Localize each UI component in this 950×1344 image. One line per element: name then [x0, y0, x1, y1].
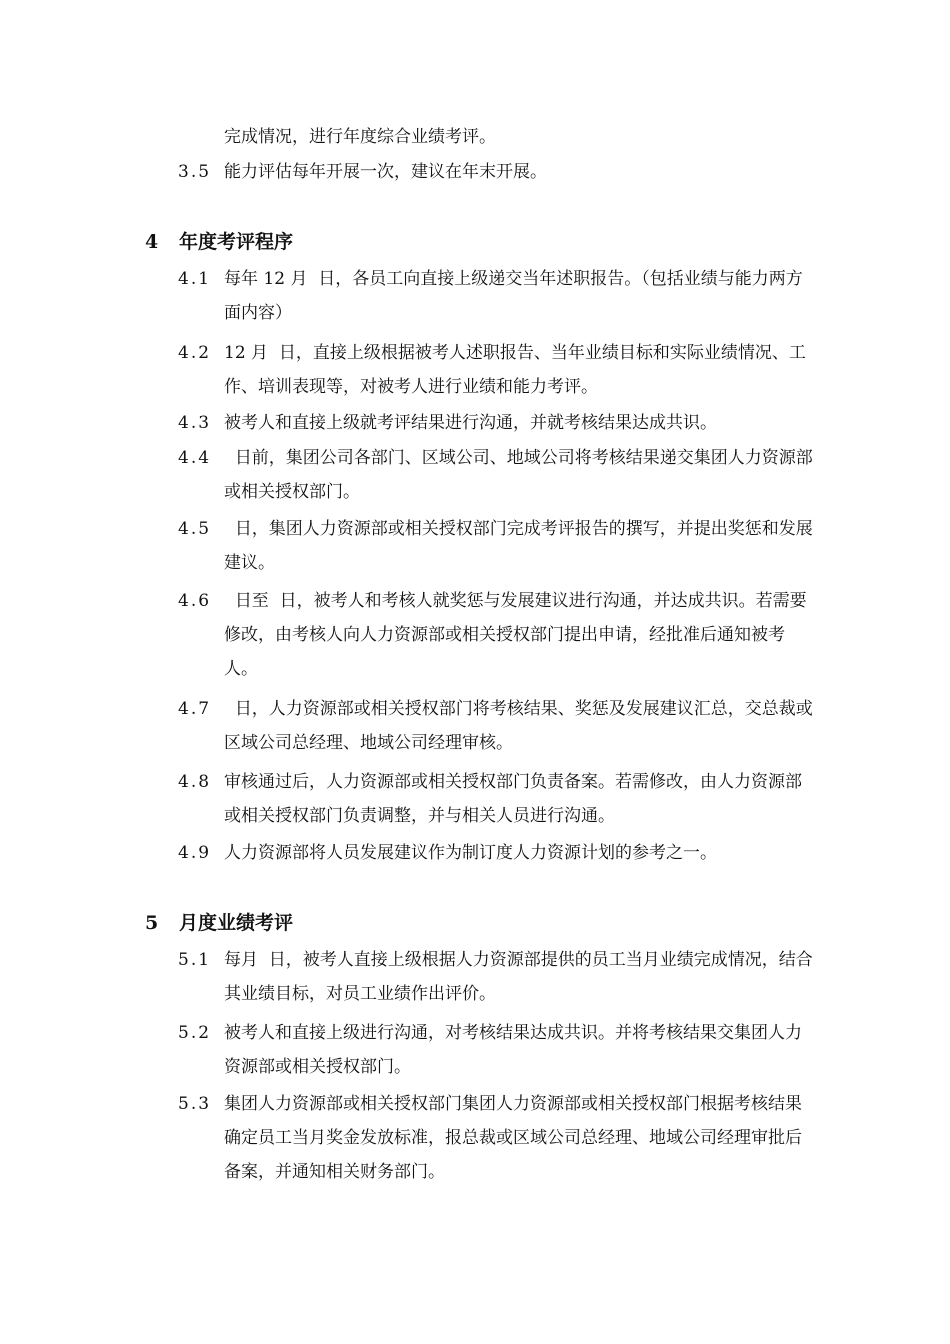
clause-4-5	[178, 512, 818, 580]
clause-5-1	[178, 943, 818, 1011]
clause-number: 4.9	[178, 843, 212, 863]
clause-text: 集团人力资源部或相关授权部门集团人力资源部或相关授权部门根据考核结果确定员工当月奖金发放标准，报总裁或区域公司总经理、地域公司经理审批后备案，并通知相关财务部门。	[224, 1094, 802, 1182]
clause-number: 5.3	[178, 1094, 212, 1114]
clause-number: 4.2	[178, 343, 212, 363]
clause-number: 5.1	[178, 950, 212, 970]
clause-text: 能力评估每年开展一次，建议在年末开展。	[224, 162, 547, 182]
clause-number: 4.1	[178, 269, 212, 289]
clause-text: 日，人力资源部或相关授权部门将考核结果、奖惩及发展建议汇总，交总裁或区域公司总经理、地域公司经理审核。	[224, 699, 813, 753]
clause-4-9	[178, 836, 818, 870]
section-5-heading	[145, 908, 293, 938]
clause-text: 日，集团人力资源部或相关授权部门完成考评报告的撰写，并提出奖惩和发展建议。	[224, 519, 813, 573]
clause-text: 日至 日，被考人和考核人就奖惩与发展建议进行沟通，并达成共识。若需要修改，由考核人向人力资源部或相关授权部门提出申请，经批准后通知被考人。	[224, 591, 807, 679]
clause-5-2	[178, 1016, 818, 1084]
clause-3-5	[178, 155, 818, 189]
clause-number: 4.5	[178, 519, 212, 539]
section-4-heading	[145, 227, 293, 257]
clause-text: 每月 日，被考人直接上级根据人力资源部提供的员工当月业绩完成情况，结合其业绩目标，对员工业绩作出评价。	[224, 950, 813, 1004]
clause-4-4	[178, 441, 818, 509]
clause-text: 日前，集团公司各部门、区域公司、地域公司将考核结果递交集团人力资源部或相关授权部门。	[224, 448, 813, 502]
clause-number: 4.7	[178, 699, 212, 719]
clause-number: 4.6	[178, 591, 212, 611]
section-title: 月度业绩考评	[179, 912, 294, 934]
section-number: 5	[145, 912, 159, 934]
clause-4-8	[178, 765, 818, 833]
clause-number: 5.2	[178, 1023, 212, 1043]
clause-text: 审核通过后，人力资源部或相关授权部门负责备案。若需修改，由人力资源部或相关授权部门负责调整，并与相关人员进行沟通。	[224, 772, 802, 826]
clause-text: 被考人和直接上级就考评结果进行沟通，并就考核结果达成共识。	[224, 413, 717, 433]
clause-number: 4.8	[178, 772, 212, 792]
section-title: 年度考评程序	[179, 231, 294, 253]
clause-number: 4.4	[178, 448, 212, 468]
clause-4-7	[178, 692, 818, 760]
clause-4-3	[178, 406, 818, 440]
clause-text: 12 月 日，直接上级根据被考人述职报告、当年业绩目标和实际业绩情况、工作、培训表现等，对被考人进行业绩和能力考评。	[224, 343, 806, 397]
clause-4-1	[178, 262, 818, 330]
clause-text: 每年 12 月 日，各员工向直接上级递交当年述职报告。（包括业绩与能力两方面内容）	[224, 269, 803, 323]
clause-number: 4.3	[178, 413, 212, 433]
carry-over-line: 完成情况，进行年度综合业绩考评。	[224, 127, 496, 147]
section-number: 4	[145, 231, 159, 253]
clause-text: 人力资源部将人员发展建议作为制订度人力资源计划的参考之一。	[224, 843, 717, 863]
clause-number: 3.5	[178, 162, 212, 182]
clause-5-3	[178, 1087, 818, 1189]
clause-4-6	[178, 584, 818, 686]
clause-text: 被考人和直接上级进行沟通，对考核结果达成共识。并将考核结果交集团人力资源部或相关授权部门。	[224, 1023, 802, 1077]
clause-4-2	[178, 336, 818, 404]
